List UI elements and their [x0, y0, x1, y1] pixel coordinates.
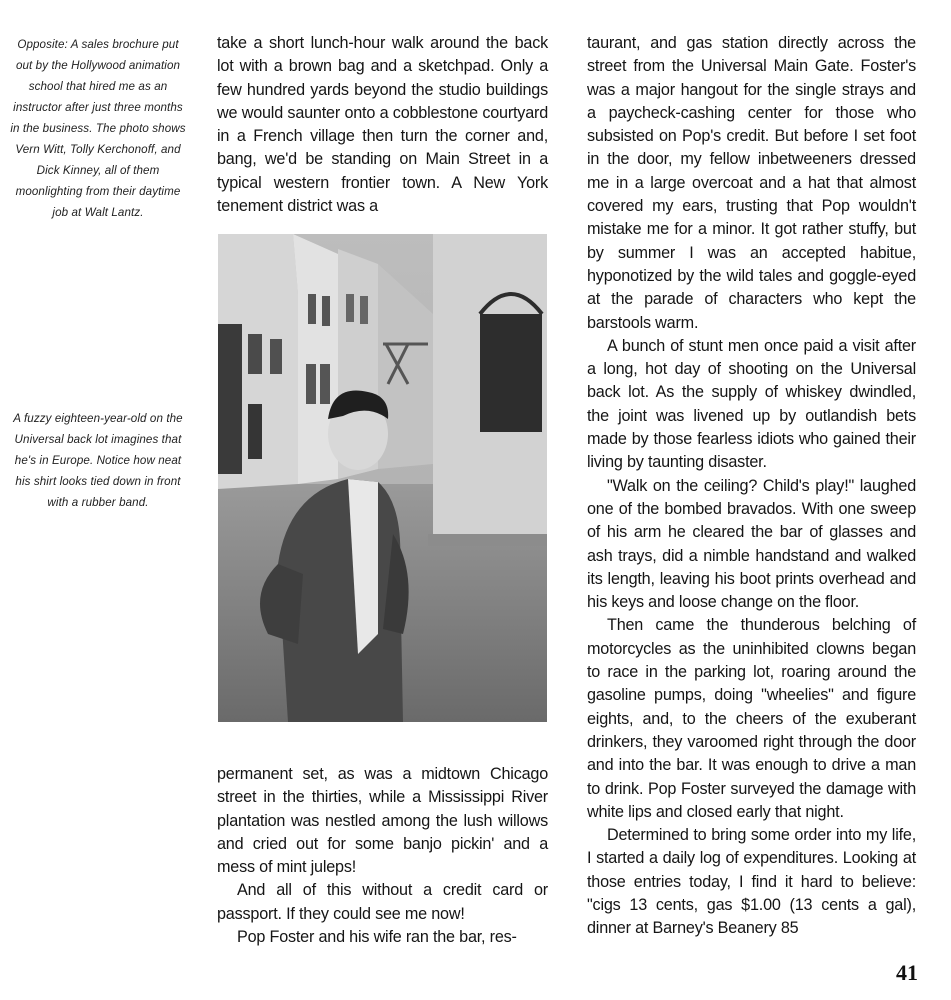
middle-column-top	[217, 32, 548, 218]
paragraph: Pop Foster and his wife ran the bar, res-	[237, 928, 517, 947]
paragraph: taurant, and gas station directly across the street from the Universal Main Gate. Foster's was a major hangout for the single strays and a paycheck-cashing center for those who subsisted on Pop's credit. But before I set foot in the door, my fellow inbetweeners dressed me in a large overcoat and a hat that almost covered my ears, trusting that Pop wouldn't mistake me for a minor. It got rather stuffy, but by summer I was an accepted habitue, hyponotized by the wild tales and goggle-eyed at the parade of characters who kept the barstools warm.	[587, 34, 916, 332]
paragraph: Then came the thunderous belching of motorcycles as the uninhibited clowns began to race in the parking lot, roaring around the gasoline pumps, doing "wheelies" and figure eights, and, to the cheers of the exuberant drinkers, they varoomed right through the door and into the bar. It was enough to drive a man to drink. Pop Foster surveyed the damage with white lips and closed early that night.	[587, 616, 916, 821]
photo-caption	[10, 408, 186, 513]
paragraph: take a short lunch-hour walk around the back lot with a brown bag and a sketchpad. Only a few hundred yards beyond the studio buildings we would saunter onto a cobblestone courtyard in a French village then turn the corner and, bang, we'd be standing on Main Street in a typical western frontier town. A New York tenement district was a	[217, 34, 548, 216]
paragraph: "Walk on the ceiling? Child's play!" laughed one of the bombed bravados. With one sweep of his arm he cleared the bar of glasses and ash trays, did a nimble handstand and walked its length, leaving his boot prints overhead and his keys and loose change on the floor.	[587, 476, 916, 612]
right-column	[587, 32, 916, 941]
brochure-caption	[10, 34, 186, 223]
brochure-caption-text: Opposite: A sales brochure put out by the Hollywood animation school that hired me as an instructor after just three months in the business. The photo shows Vern Witt, Tolly Kerchonoff, and Dick Kinney, all of them moonlighting from their daytime job at Walt Lantz.	[10, 38, 186, 219]
paragraph: A bunch of stunt men once paid a visit after a long, hot day of shooting on the Universal back lot. As the supply of whiskey dwindled, the joint was livened up by outlandish bets made by those fearless idiots who gained their living by taunting disaster.	[587, 336, 916, 472]
photo-caption-text: A fuzzy eighteen-year-old on the Universal back lot imagines that he's in Europe. Notice how neat his shirt looks tied down in front with a rubber band.	[13, 412, 183, 509]
page-number: 41	[896, 960, 918, 985]
photo-image	[218, 234, 547, 722]
middle-column-bottom	[217, 763, 548, 949]
paragraph: Determined to bring some order into my life, I started a daily log of expenditures. Looking at those entries today, I find it hard to believe: "cigs 13 cents, gas $1.00 (13 cents a gal), dinner at Barney's Beanery 85	[587, 826, 916, 938]
paragraph: permanent set, as was a midtown Chicago street in the thirties, while a Mississippi River plantation was nestled among the lush willows and cried out for some banjo pickin' and a mess of mint juleps!	[217, 765, 548, 877]
photo-back-lot	[218, 234, 547, 722]
paragraph: And all of this without a credit card or passport. If they could see me now!	[217, 881, 548, 923]
